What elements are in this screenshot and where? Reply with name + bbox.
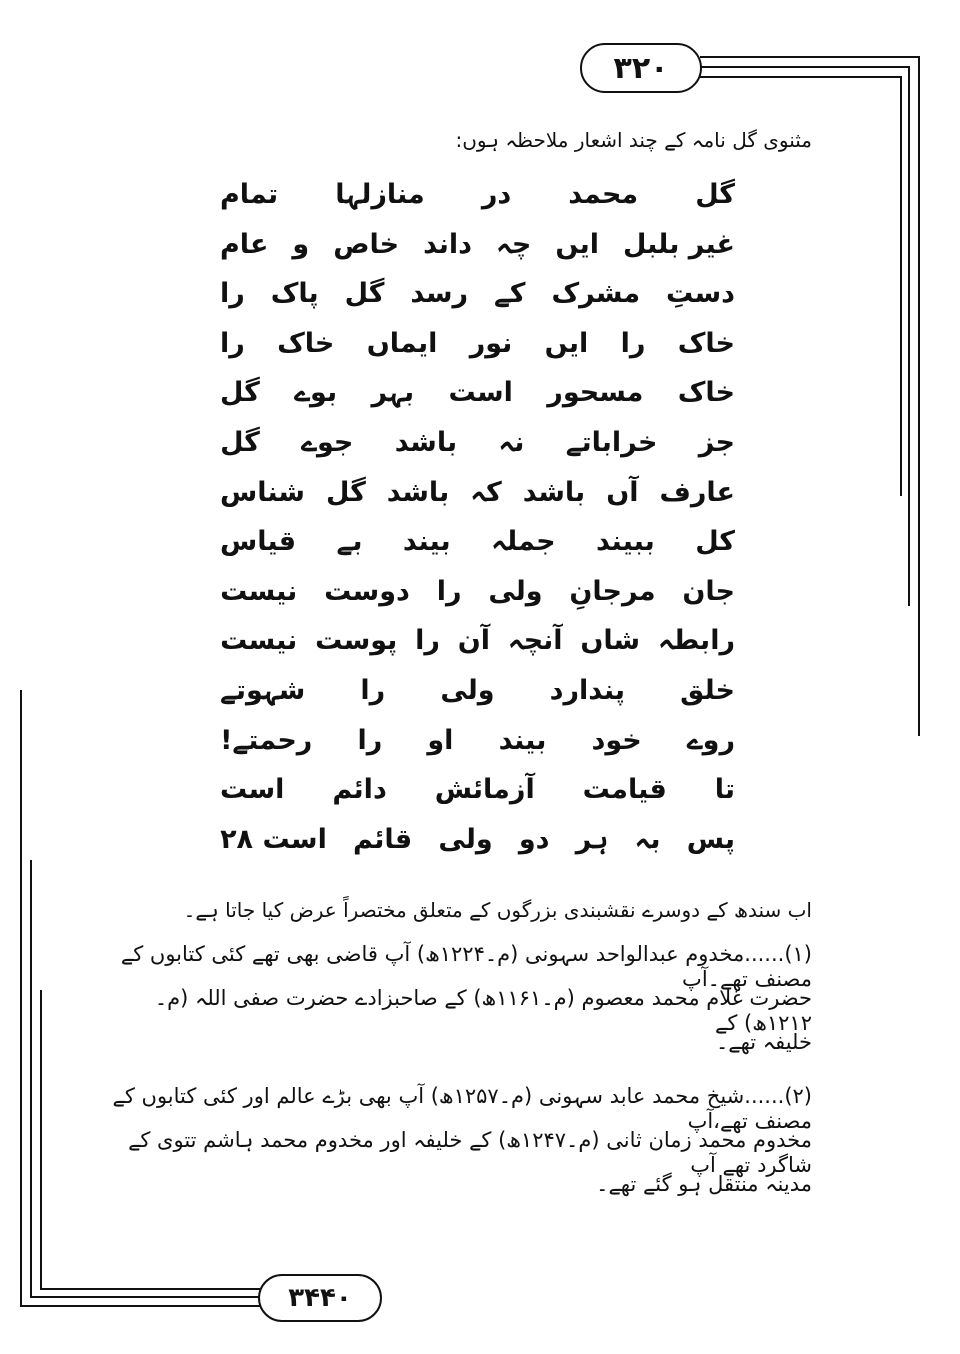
verse-word: دائم bbox=[332, 774, 387, 806]
verse-word: را bbox=[620, 327, 646, 359]
verse-word: رابطہ bbox=[657, 625, 735, 657]
verse-word: بہ bbox=[634, 823, 661, 855]
verse-word: گل bbox=[344, 278, 385, 310]
verse-word: باشد bbox=[522, 476, 586, 508]
verse-line bbox=[220, 817, 735, 863]
verse-line bbox=[220, 172, 735, 218]
verse-word: محمد bbox=[568, 179, 639, 210]
verse-word: پندارد bbox=[549, 675, 626, 706]
verse-word: چہ bbox=[496, 228, 532, 260]
verse-word: جوے bbox=[301, 427, 354, 458]
verse-word: آں bbox=[606, 476, 639, 508]
verse-line bbox=[220, 321, 735, 367]
verse-word: او bbox=[427, 724, 454, 756]
verse-word: بیند bbox=[402, 526, 451, 558]
verse-word: غیر بلبل bbox=[623, 228, 735, 260]
verse-word: را bbox=[220, 327, 245, 359]
verse-word: قیاس bbox=[220, 526, 297, 558]
verse-word: نور bbox=[469, 327, 513, 359]
verse-word: پاک bbox=[270, 278, 319, 310]
frame-left-line-1 bbox=[20, 690, 22, 1306]
verse-word: خاک bbox=[677, 327, 735, 359]
verse-line bbox=[220, 271, 735, 317]
verse-word: نہ bbox=[498, 427, 525, 458]
verse-word: نیست bbox=[220, 625, 298, 657]
verse-word: جان bbox=[682, 575, 735, 607]
verse-word: است bbox=[220, 774, 285, 806]
verse-word: عام bbox=[220, 228, 269, 260]
verse-word: ببیند bbox=[595, 526, 655, 558]
verse-word: نیست bbox=[220, 575, 298, 607]
verse-word: را bbox=[415, 625, 440, 657]
verse-word: جز bbox=[698, 427, 735, 458]
verse-word: گل bbox=[220, 377, 260, 409]
verse-word: شناس bbox=[220, 476, 305, 508]
page-number-top: ۳۲۰ bbox=[580, 43, 702, 93]
verse-word: گل bbox=[325, 476, 366, 508]
verse-word: کہ bbox=[470, 476, 502, 508]
frame-bottom-rule-inner bbox=[30, 1296, 260, 1298]
verse-word: پوست bbox=[315, 625, 398, 657]
verse-word: شاں bbox=[580, 625, 641, 657]
verse-word: گل bbox=[220, 427, 260, 458]
verse-word: گل bbox=[695, 179, 735, 210]
verse-word: آنچہ bbox=[507, 625, 563, 657]
frame-right-line-2 bbox=[908, 66, 910, 606]
verse-line bbox=[220, 569, 735, 615]
verse-word: کے bbox=[493, 278, 526, 310]
frame-right-line-3 bbox=[900, 76, 902, 496]
verse-word: آن bbox=[457, 625, 491, 657]
verse-word: خراباتے bbox=[565, 427, 658, 458]
verse-word: بوے bbox=[294, 377, 338, 409]
verse-word: ایماں bbox=[366, 327, 438, 359]
verse-word: ہر bbox=[575, 823, 609, 855]
verse-line bbox=[220, 420, 735, 466]
entry-line: حضرت غلام محمد معصوم (م۔۱۱۶۱ھ) کے صاحبزادے حضرت صفی اللہ (م۔۱۲۱۲ھ) کے bbox=[154, 986, 812, 1035]
verse-word: ایں bbox=[555, 228, 600, 260]
verse-word: مشرک bbox=[551, 278, 641, 310]
frame-bottom-rule-inner2 bbox=[40, 1288, 260, 1290]
verse-word: خاص bbox=[333, 228, 400, 260]
frame-left-line-2 bbox=[30, 860, 32, 1298]
verse-word: جملہ bbox=[491, 526, 556, 558]
verse-word: است bbox=[448, 377, 513, 409]
entry-line: مدینہ منتقل ہو گئے تھے۔ bbox=[596, 1172, 812, 1196]
verse-word: داند bbox=[423, 228, 473, 260]
verse-word: دو bbox=[518, 823, 550, 855]
verse-word: تمام bbox=[220, 179, 279, 210]
verse-line bbox=[220, 370, 735, 416]
intro-line: مثنوی گل نامہ کے چند اشعار ملاحظہ ہوں: bbox=[455, 128, 812, 152]
verse-line bbox=[220, 718, 735, 764]
frame-top-rule-inner bbox=[700, 66, 910, 68]
verse-word: عارف bbox=[659, 476, 735, 508]
entry-line: خلیفہ تھے۔ bbox=[715, 1030, 812, 1054]
frame-left-line-3 bbox=[40, 990, 42, 1290]
verse-word: شہوتے bbox=[220, 675, 306, 706]
verse-word: رسد bbox=[410, 278, 469, 310]
verse-line bbox=[220, 470, 735, 516]
verse-word: تا bbox=[714, 774, 735, 806]
verse-word: ولی bbox=[438, 823, 493, 855]
verse-word: خلق bbox=[680, 675, 735, 706]
frame-top-rule bbox=[700, 56, 918, 58]
verse-word: خاک bbox=[277, 327, 335, 359]
frame-top-rule-inner2 bbox=[700, 76, 902, 78]
verse-word: بے bbox=[336, 526, 363, 558]
verse-word: دوست bbox=[324, 575, 410, 607]
verse-line bbox=[220, 222, 735, 268]
verse-word: ولی bbox=[440, 675, 495, 706]
verse-line bbox=[220, 668, 735, 714]
verse-word: خود bbox=[591, 724, 642, 756]
verse-word: رحمتے! bbox=[220, 724, 313, 756]
transition-line: اب سندھ کے دوسرے نقشبندی بزرگوں کے متعلق مختصراً عرض کیا جاتا ہے۔ bbox=[183, 898, 812, 922]
verse-word: را bbox=[220, 278, 245, 310]
verse-line bbox=[220, 767, 735, 813]
verse-word: ایں bbox=[544, 327, 589, 359]
entry-line: (۱)......مخدوم عبدالواحد سہونی (م۔۱۲۲۴ھ) آپ قاضی بھی تھے کئی کتابوں کے مصنف تھے۔آپ bbox=[120, 942, 812, 991]
entry-line: (۲)......شیخ محمد عابد سہونی (م۔۱۲۵۷ھ) آپ بھی بڑے عالم اور کئی کتابوں کے مصنف تھے،آپ bbox=[112, 1084, 812, 1133]
verse-word: را bbox=[436, 575, 462, 607]
verse-word: و bbox=[292, 228, 310, 260]
frame-right-line-1 bbox=[918, 56, 920, 736]
verse-word: ولی bbox=[488, 575, 543, 607]
frame-bottom-rule bbox=[20, 1305, 260, 1307]
verse-word: روے bbox=[686, 724, 735, 756]
verse-word: بیند bbox=[498, 724, 547, 756]
verse-word: منازلہا bbox=[335, 179, 425, 210]
verse-word: پس bbox=[686, 823, 735, 855]
verse-word: باشد bbox=[386, 476, 450, 508]
verse-line bbox=[220, 618, 735, 664]
verse-word: را bbox=[357, 724, 383, 756]
page-number-bottom: ۳۴۴۰ bbox=[258, 1274, 382, 1322]
verse-word: مرجانِ bbox=[569, 575, 656, 607]
verse-word: در bbox=[481, 179, 512, 210]
verse-line bbox=[220, 519, 735, 565]
verse-word: قیامت bbox=[582, 774, 667, 806]
verse-word: خاک bbox=[677, 377, 735, 409]
verse-word: بہر bbox=[371, 377, 415, 409]
verse-word: باشد bbox=[394, 427, 458, 458]
verse-word: قائم bbox=[353, 823, 413, 855]
verse-word: دستِ bbox=[666, 278, 735, 310]
entry-line: مخدوم محمد زمان ثانی (م۔۱۲۴۷ھ) کے خلیفہ اور مخدوم محمد ہاشم تتوی کے شاگرد تھے آپ bbox=[128, 1128, 812, 1177]
verse-word: آزمائش bbox=[434, 774, 535, 806]
verse-word: کل bbox=[695, 526, 735, 558]
verse-word: مسحور bbox=[547, 377, 644, 409]
verse-word: است ۲۸ bbox=[220, 823, 327, 855]
verse-word: را bbox=[360, 675, 386, 706]
